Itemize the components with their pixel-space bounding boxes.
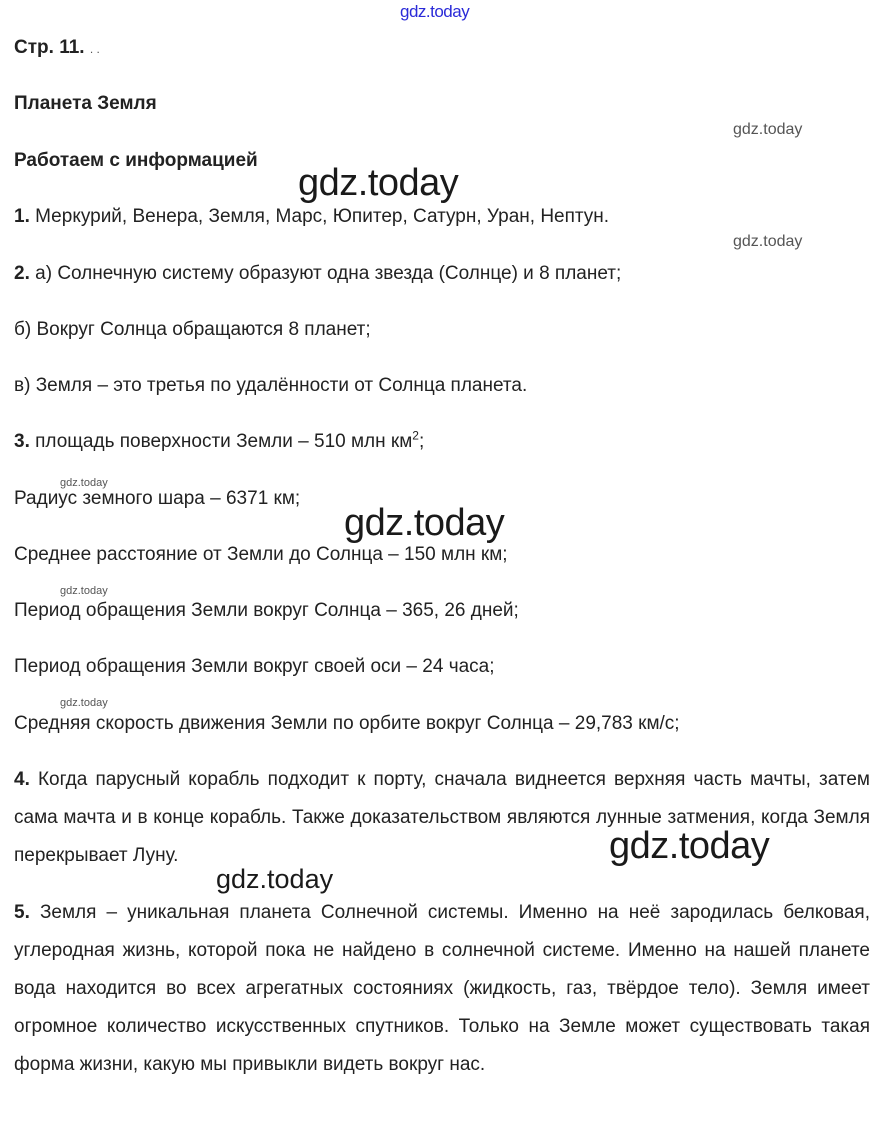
section-title: Работаем с информацией [14, 150, 258, 171]
answer-3-line-1-text: площадь поверхности Земли – 510 млн км [35, 431, 413, 452]
watermark-right-2: gdz.today [733, 233, 803, 250]
watermark-large-2: gdz.today [344, 502, 505, 544]
page-dots: . . [89, 42, 100, 56]
answer-2a [14, 263, 621, 285]
answer-3-line-1 [14, 428, 425, 453]
page-title: Планета Земля [14, 93, 157, 114]
answer-5-text: Земля – уникальная планета Солнечной системы. Именно на неё зародилась белковая, углеродная жизнь, которой пока не найдено в солнечной системе. Именно на нашей планете вода находится во всех агрегатных состояниях (жидкость, газ, твёрдое тело). Земля имеет огромное количество искусственных спутников. Только на Земле может существовать такая форма жизни, какую мы привыкли видеть вокруг нас. [14, 902, 870, 1075]
answer-1-text: Меркурий, Венера, Земля, Марс, Юпитер, Сатурн, Уран, Нептун. [35, 206, 610, 227]
answer-1 [14, 206, 609, 228]
page-label: Стр. 11. [14, 37, 85, 58]
watermark-small-1: gdz.today [60, 477, 108, 489]
watermark-large-3: gdz.today [609, 825, 770, 867]
answer-2b: б) Вокруг Солнца обращаются 8 планет; [14, 319, 371, 340]
answer-3-line-4: Период обращения Земли вокруг Солнца – 365, 26 дней; [14, 600, 519, 621]
answer-3-line-6: Средняя скорость движения Земли по орбите вокруг Солнца – 29,783 км/с; [14, 713, 680, 734]
watermark-top: gdz.today [400, 2, 470, 21]
answer-3-superscript: 2 [412, 428, 419, 443]
answer-5-number: 5. [14, 902, 30, 923]
answer-4-number: 4. [14, 769, 30, 790]
watermark-right-1: gdz.today [733, 121, 803, 138]
answer-1-number: 1. [14, 206, 30, 227]
answer-3-line-2: Радиус земного шара – 6371 км; [14, 488, 301, 509]
answer-4 [14, 761, 870, 875]
answer-4-text: Когда парусный корабль подходит к порту, сначала виднеется верхняя часть мачты, затем сама мачта и в конце корабль. Также доказательством являются лунные затмения, когда Земля перекрывает Луну. [14, 769, 870, 866]
answer-5 [14, 894, 870, 1084]
answer-3-line-3: Среднее расстояние от Земли до Солнца – 150 млн км; [14, 544, 508, 565]
watermark-large-1: gdz.today [298, 162, 459, 204]
watermark-small-3: gdz.today [60, 697, 108, 709]
answer-2a-text: а) Солнечную систему образуют одна звезда (Солнце) и 8 планет; [35, 263, 622, 284]
page-number [14, 37, 100, 60]
answer-3-line-1-end: ; [418, 431, 425, 452]
answer-2-number: 2. [14, 263, 30, 284]
answer-2c: в) Земля – это третья по удалённости от Солнца планета. [14, 375, 528, 396]
watermark-medium-1: gdz.today [216, 864, 334, 894]
answer-3-line-5: Период обращения Земли вокруг своей оси – 24 часа; [14, 656, 495, 677]
answer-3-number: 3. [14, 431, 30, 452]
watermark-small-2: gdz.today [60, 585, 108, 597]
